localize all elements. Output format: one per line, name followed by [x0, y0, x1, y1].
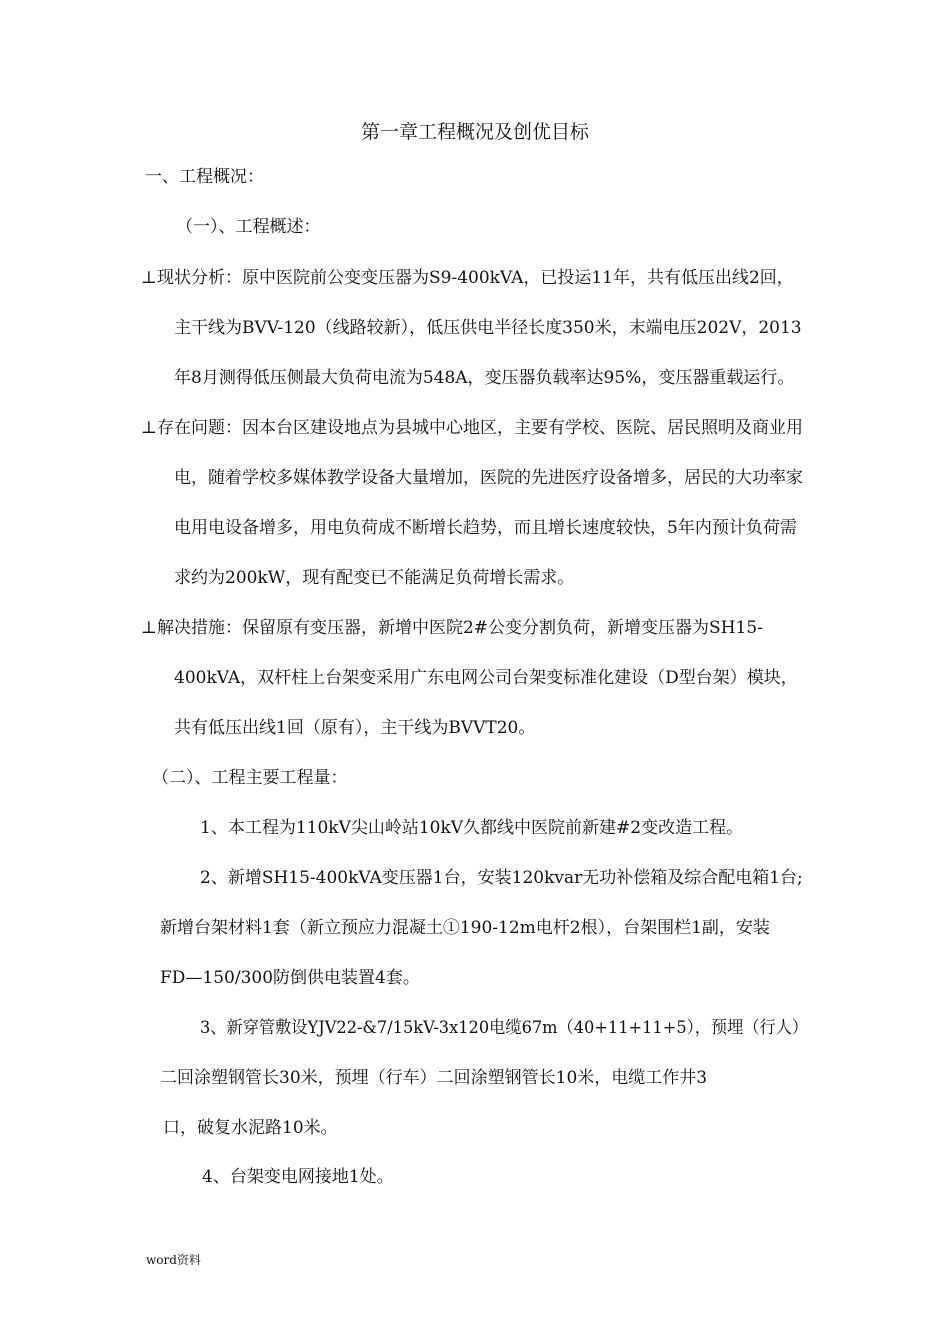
paragraph-line: FD—150/300防倒供电装置4套。: [160, 968, 420, 988]
footer-label: word资料: [146, 1253, 201, 1267]
paragraph-line: 求约为200kW，现有配变已不能满足负荷增长需求。: [174, 568, 575, 588]
paragraph-line: ⊥现状分析：原中医院前公变变压器为S9-400kVA，已投运11年，共有低压出线2回，: [141, 268, 794, 288]
paragraph-line: 主干线为BVV-120（线路较新），低压供电半径长度350米，末端电压202V，2013: [174, 318, 802, 338]
section-heading: 一、工程概况：: [145, 167, 264, 187]
paragraph-line: 电用电设备增多，用电负荷成不断增长趋势，而且增长速度较快，5年内预计负荷需: [174, 518, 797, 538]
paragraph-line: 电，随着学校多媒体教学设备大量增加，医院的先进医疗设备增多，居民的大功率家: [174, 468, 803, 488]
list-item: 2、新增SH15-400kVA变压器1台，安装120kvar无功补偿箱及综合配电箱1台;: [200, 868, 803, 888]
paragraph-line: 400kVA，双杆柱上台架变采用广东电网公司台架变标准化建设（D型台架）模块，: [174, 668, 798, 688]
paragraph-line: ⊥存在问题：因本台区建设地点为县城中心地区，主要有学校、医院、居民照明及商业用: [141, 418, 803, 438]
paragraph-line: 共有低压出线1回（原有），主干线为BVVT20。: [174, 718, 536, 738]
paragraph-line: ⊥解决措施：保留原有变压器，新增中医院2#公变分割负荷，新增变压器为SH15-: [141, 618, 763, 638]
list-item: 3、新穿管敷设YJV22-&7/15kV-3x120电缆67m（40+11+11+5），预埋（行人）: [200, 1018, 809, 1038]
paragraph-line: 口，破复水泥路10米。: [163, 1118, 338, 1138]
page-title: 第一章工程概况及创优目标: [360, 121, 589, 143]
paragraph-line: 新增台架材料1套（新立预应力混凝土①190-12m电杆2根），台架围栏1副，安装: [160, 918, 770, 938]
subsection-heading: （一）、工程概述：: [176, 217, 321, 237]
subsection-heading: （二）、工程主要工程量：: [152, 768, 348, 788]
list-item: 4、台架变电网接地1处。: [202, 1167, 394, 1187]
paragraph-line: 年8月测得低压侧最大负荷电流为548A，变压器负载率达95%，变压器重载运行。: [174, 368, 795, 388]
paragraph-line: 二回涂塑钢管长30米，预埋（行车）二回涂塑钢管长10米，电缆工作井3: [160, 1068, 708, 1088]
list-item: 1、本工程为110kV尖山岭站10kV久都线中医院前新建#2变改造工程。: [200, 818, 744, 838]
